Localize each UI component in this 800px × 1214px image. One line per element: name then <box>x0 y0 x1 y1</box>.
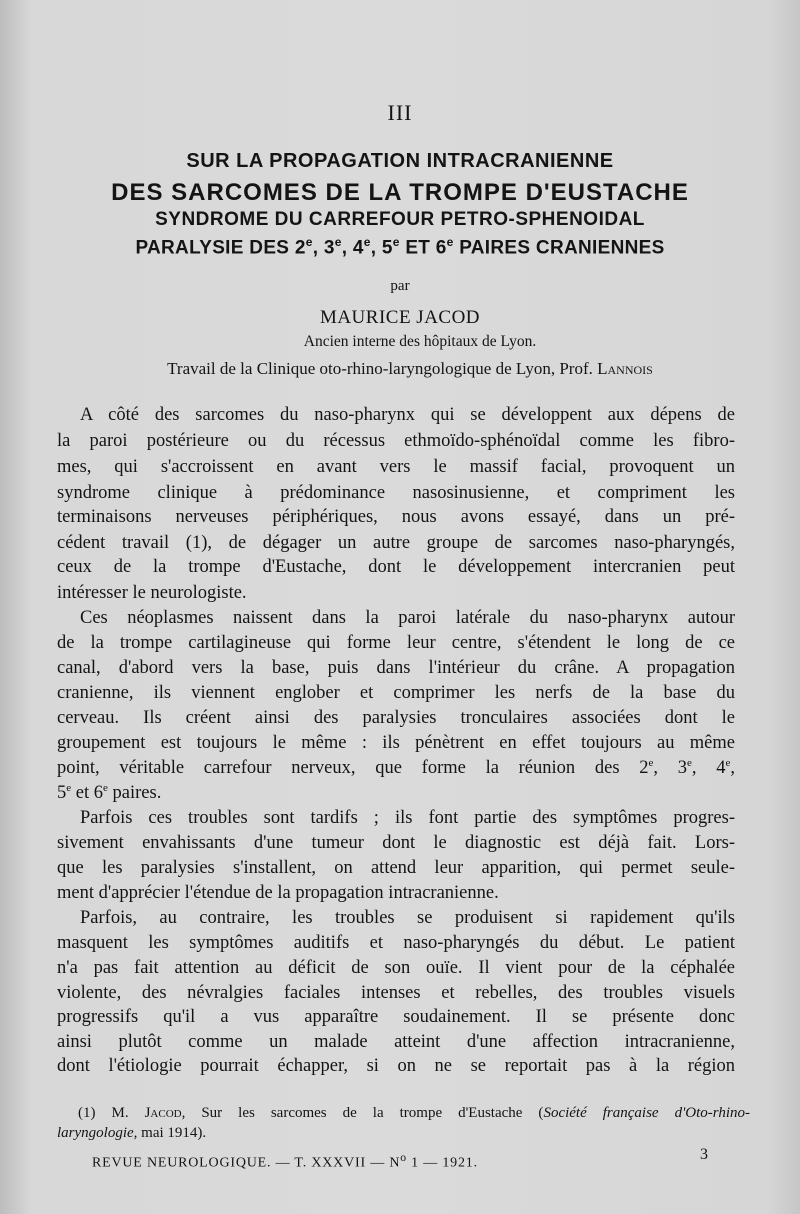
body-line: la paroi postérieure ou du récessus ethmoïdo-sphénoïdal comme les fibro- <box>57 431 735 451</box>
footnote-line-1: (1) M. Jacod, Sur les sarcomes de la trompe d'Eustache (Société française d'Oto-rhino- <box>78 1105 750 1121</box>
author-name: MAURICE JACOD <box>319 307 481 328</box>
body-line: mes, qui s'accroissent en avant vers le massif facial, provoquent un <box>57 457 735 477</box>
body-line: syndrome clinique à prédominance nasosinusienne, et compriment les <box>57 483 735 503</box>
body-line: A côté des sarcomes du naso-pharynx qui se développent aux dépens de <box>80 405 735 425</box>
by-line: par <box>390 278 410 294</box>
body-line: cranienne, ils viennent englober et comprimer les nerfs de la base du <box>57 683 735 703</box>
body-line: terminaisons nerveuses périphériques, nous avons essayé, dans un pré- <box>57 507 735 527</box>
body-line: masquent les symptômes auditifs et naso-pharyngés du début. Le patient <box>57 933 735 953</box>
body-line: canal, d'abord vers la base, puis dans l'intérieur du crâne. A propagation <box>57 658 735 678</box>
body-line: groupement est toujours le même : ils pénètrent en effet toujours au même <box>57 733 735 753</box>
section-number: III <box>387 100 413 125</box>
body-line: 5e et 6e paires. <box>57 781 162 803</box>
title-line-4: PARALYSIE DES 2e, 3e, 4e, 5e ET 6e PAIRES CRANIENNES <box>135 235 665 259</box>
footnote-line-2: laryngologie, mai 1914). <box>57 1125 207 1141</box>
body-line: cerveau. Ils créent ainsi des paralysies tronculaires associées dont le <box>57 708 735 728</box>
body-line: Parfois, au contraire, les troubles se produisent si rapidement qu'ils <box>80 908 735 928</box>
clinic-affiliation: Travail de la Clinique oto-rhino-laryngologique de Lyon, Prof. Lannois <box>167 359 653 378</box>
body-line: n'a pas fait attention au déficit de son ouïe. Il vient pour de la céphalée <box>57 958 735 978</box>
page-number: 3 <box>700 1146 708 1163</box>
body-line: cédent travail (1), de dégager un autre groupe de sarcomes naso-pharyngés, <box>57 533 735 553</box>
body-line: ainsi plutôt comme un malade atteint d'une affection intracranienne, <box>57 1032 735 1052</box>
body-line: Parfois ces troubles sont tardifs ; ils font partie des symptômes progres- <box>80 808 735 828</box>
body-line: intéresser le neurologiste. <box>57 583 247 603</box>
body-line: que les paralysies s'installent, on attend leur apparition, qui permet seule- <box>57 858 735 878</box>
title-line-3: SYNDROME DU CARREFOUR PETRO-SPHENOIDAL <box>155 209 645 230</box>
body-line: dont l'étiologie pourrait échapper, si on ne se reportait pas à la région <box>57 1056 735 1076</box>
body-line: ceux de la trompe d'Eustache, dont le développement intercranien peut <box>57 557 735 577</box>
body-line: point, véritable carrefour nerveux, que forme la réunion des 2e, 3e, 4e, <box>57 756 736 778</box>
title-line-2: DES SARCOMES DE LA TROMPE D'EUSTACHE <box>111 179 689 206</box>
title-line-1: SUR LA PROPAGATION INTRACRANIENNE <box>186 150 614 172</box>
body-line: ment d'apprécier l'étendue de la propagation intracranienne. <box>57 883 499 903</box>
running-footer: REVUE NEUROLOGIQUE. — T. XXXVII — $N^o$ 1 — 1921. <box>92 1151 478 1171</box>
body-line: progressifs qu'il a vus apparaître soudainement. Il se présente donc <box>57 1007 735 1027</box>
author-title: Ancien interne des hôpitaux de Lyon. <box>303 333 537 350</box>
body-line: sivement envahissants d'une tumeur dont le diagnostic est déjà fait. Lors- <box>57 833 735 853</box>
body-line: de la trompe cartilagineuse qui forme leur centre, s'étendent le long de ce <box>57 633 735 653</box>
body-line: violente, des névralgies faciales intenses et rebelles, des troubles visuels <box>57 983 735 1003</box>
body-line: Ces néoplasmes naissent dans la paroi latérale du naso-pharynx autour <box>80 608 735 628</box>
